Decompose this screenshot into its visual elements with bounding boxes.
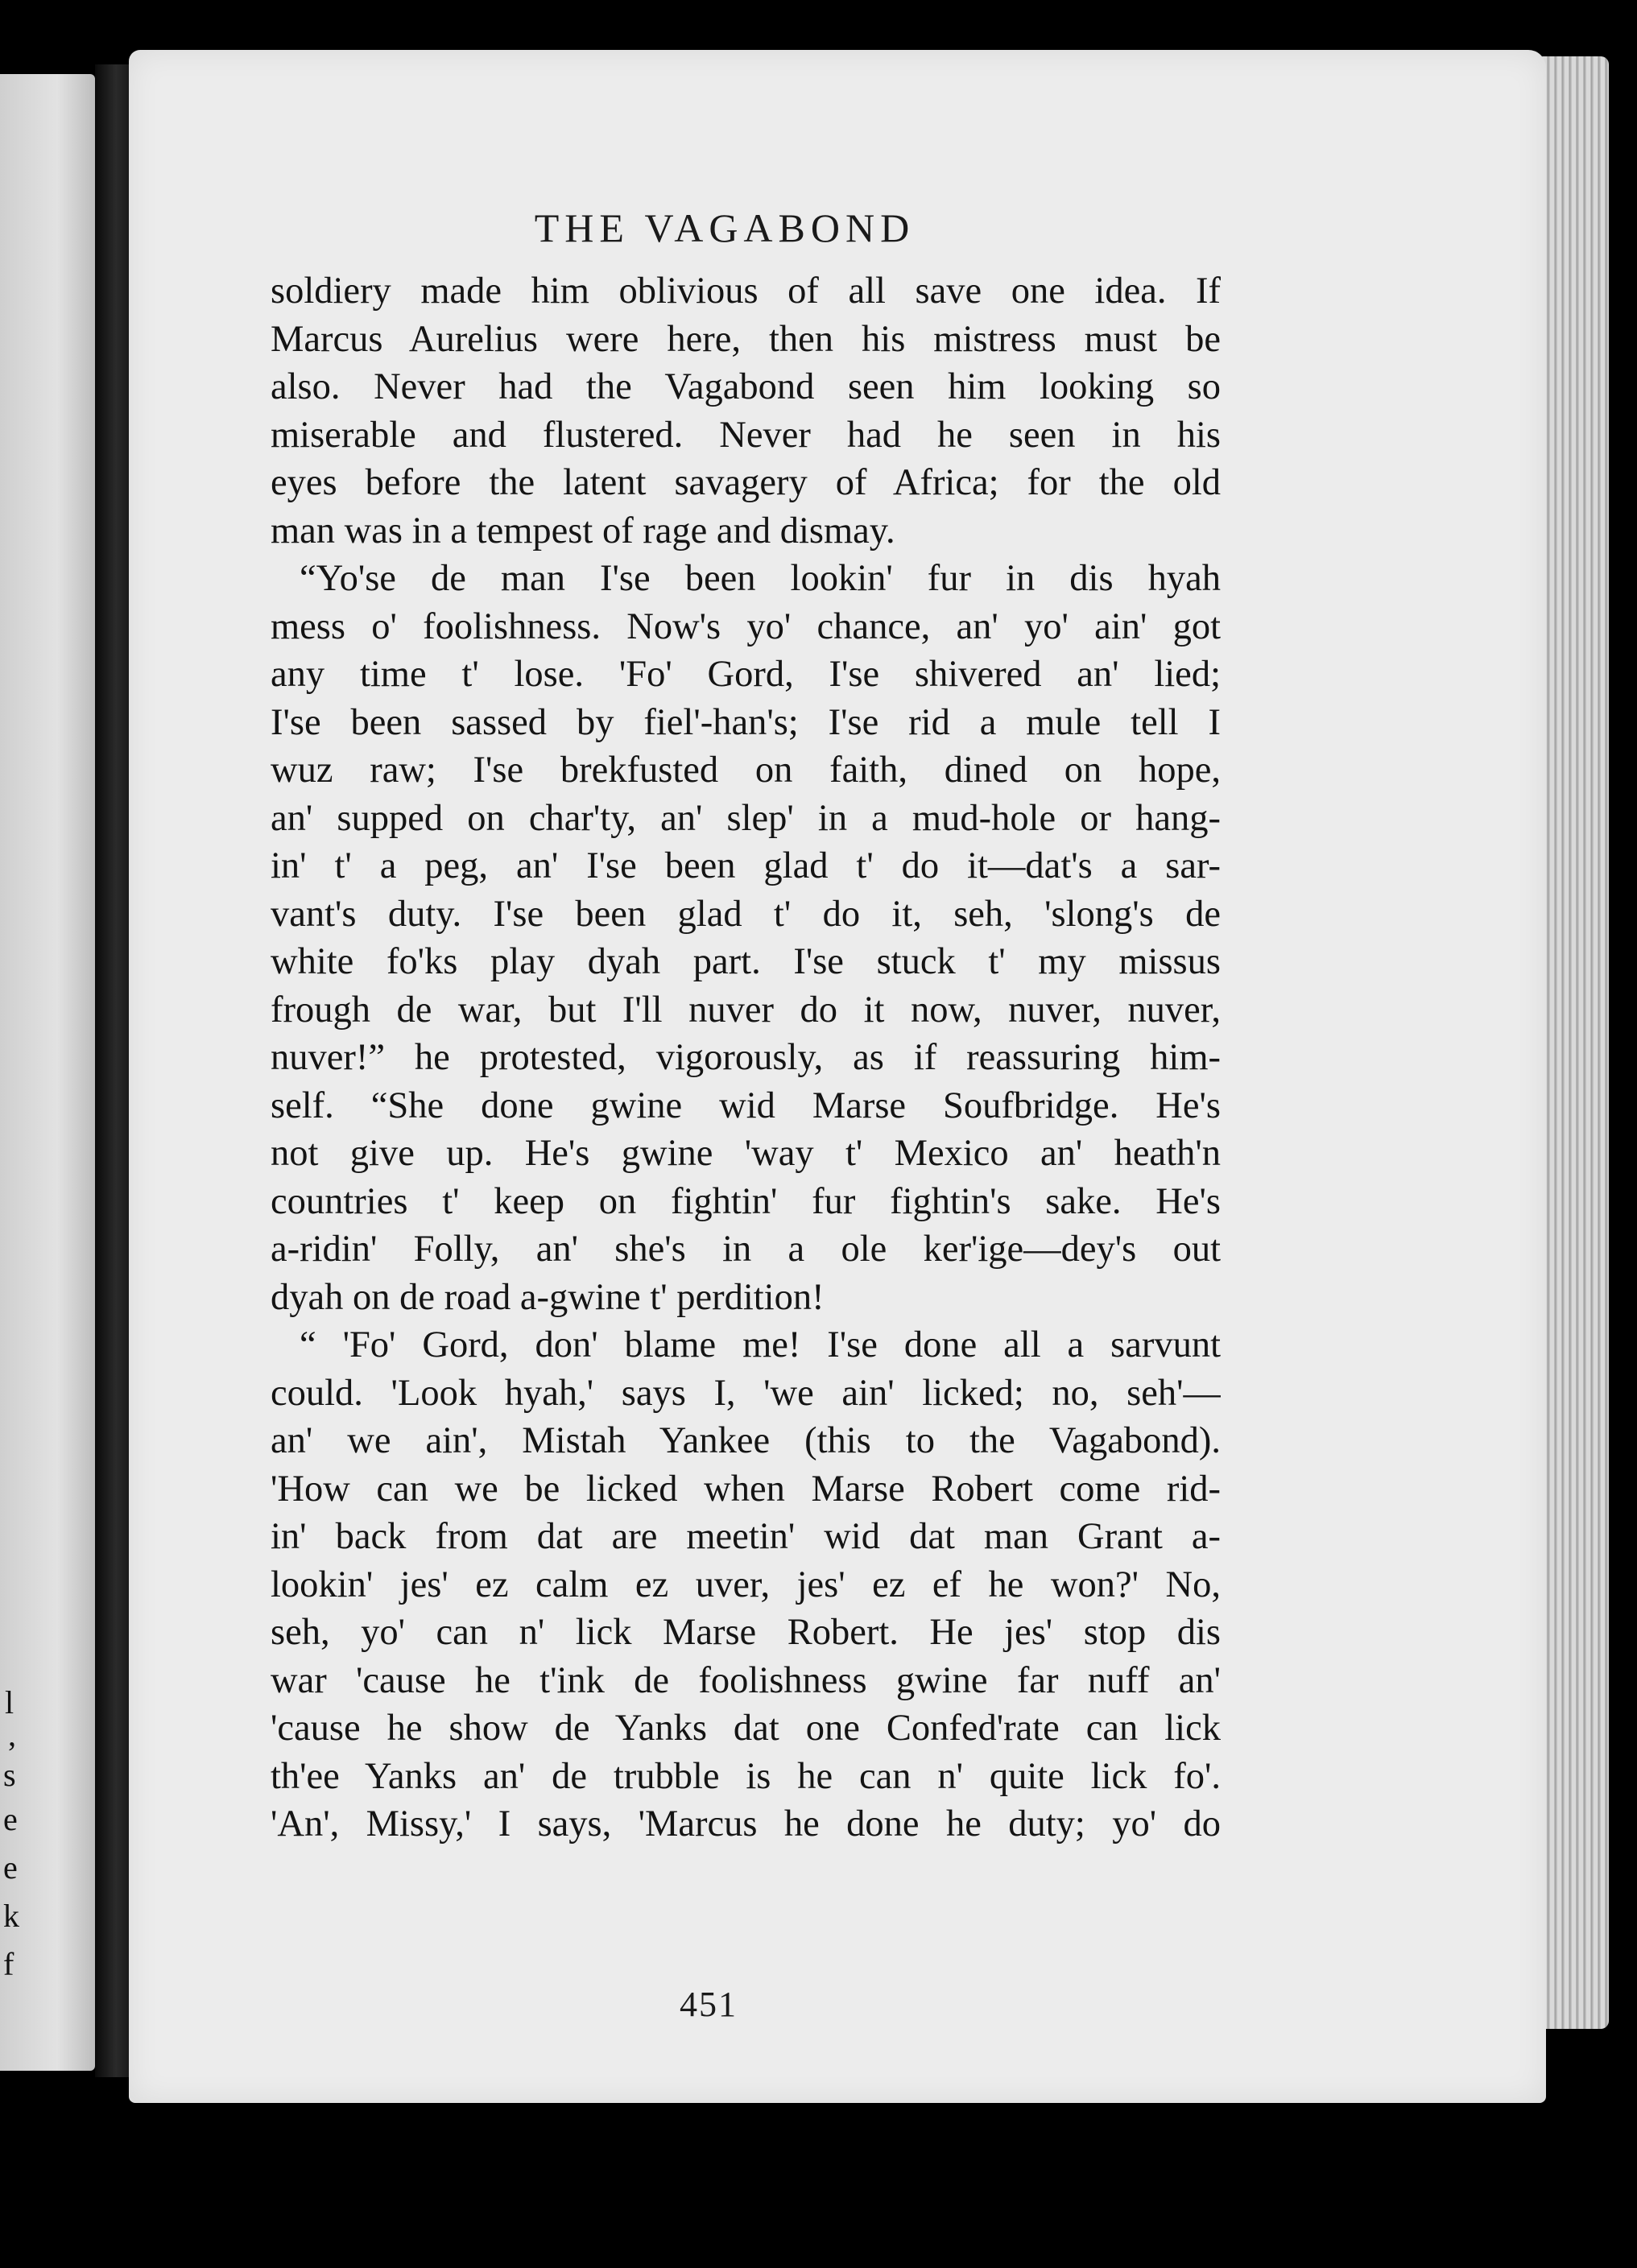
margin-fragment: f [3,1946,14,1982]
text-line: vant's duty. I'se been glad t' do it, seh, 'slong's de [271,893,1221,935]
page-number: 451 [680,1985,738,2024]
text-line: th'ee Yanks an' de trubble is he can n' quite lick fo'. [271,1755,1221,1797]
text-line: also. Never had the Vagabond seen him looking so [271,366,1221,407]
text-line: miserable and flustered. Never had he seen in his [271,414,1221,456]
text-line: war 'cause he t'ink de foolishness gwine far nuff an' [271,1659,1221,1701]
text-line: countries t' keep on fightin' fur fightin's sake. He's [271,1180,1221,1222]
margin-fragment: k [3,1898,19,1934]
text-line: 'How can we be licked when Marse Robert come rid- [271,1468,1221,1510]
text-line: “ 'Fo' Gord, don' blame me! I'se done all a sarvunt [300,1324,1221,1365]
text-line: could. 'Look hyah,' says I, 'we ain' licked; no, seh'— [271,1372,1221,1414]
text-line: “Yo'se de man I'se been lookin' fur in dis hyah [300,558,1221,599]
book-page [129,50,1546,2103]
text-line: a-ridin' Folly, an' she's in a ole ker'ige—dey's out [271,1229,1221,1270]
margin-fragment: e [3,1849,18,1886]
text-line: in' back from dat are meetin' wid dat man Grant a- [271,1516,1221,1557]
previous-page-edge [0,74,95,2071]
text-line: 'cause he show de Yanks dat one Confed'rate can lick [271,1708,1221,1749]
text-line: soldiery made him oblivious of all save one idea. If [271,271,1221,312]
text-line: eyes before the latent savagery of Africa; for the old [271,462,1221,503]
text-line: an' supped on char'ty, an' slep' in a mud-hole or hang- [271,797,1221,839]
body-text [271,267,1221,1849]
margin-fragment: e [3,1801,18,1837]
margin-fragment: s [3,1757,16,1793]
text-line: wuz raw; I'se brekfusted on faith, dined on hope, [271,750,1221,791]
text-line: lookin' jes' ez calm ez uver, jes' ez ef he won?' No, [271,1564,1221,1605]
margin-fragment: l [5,1684,14,1721]
text-line: any time t' lose. 'Fo' Gord, I'se shivered an' lied; [271,654,1221,695]
text-line: dyah on de road a-gwine t' perdition! [271,1276,825,1318]
text-line: I'se been sassed by fiel'-han's; I'se rid a mule tell I [271,701,1221,743]
text-line: frough de war, but I'll nuver do it now, nuver, nuver, [271,989,1221,1031]
text-line: man was in a tempest of rage and dismay. [271,510,895,552]
text-line: self. “She done gwine wid Marse Soufbridge. He's [271,1084,1221,1126]
text-line: nuver!” he protested, vigorously, as if reassuring him- [271,1037,1221,1078]
text-line: Marcus Aurelius were here, then his mistress must be [271,318,1221,360]
text-line: an' we ain', Mistah Yankee (this to the Vagabond). [271,1420,1221,1461]
running-head: THE VAGABOND [534,205,916,250]
margin-fragment: , [8,1716,16,1753]
text-line: not give up. He's gwine 'way t' Mexico an' heath'n [271,1133,1221,1174]
text-line: white fo'ks play dyah part. I'se stuck t' my missus [271,941,1221,982]
text-line: 'An', Missy,' I says, 'Marcus he done he duty; yo' do [271,1803,1221,1845]
text-line: in' t' a peg, an' I'se been glad t' do it—dat's a sar- [271,845,1221,886]
text-line: seh, yo' can n' lick Marse Robert. He jes' stop dis [271,1612,1221,1653]
text-line: mess o' foolishness. Now's yo' chance, an' yo' ain' got [271,605,1221,647]
